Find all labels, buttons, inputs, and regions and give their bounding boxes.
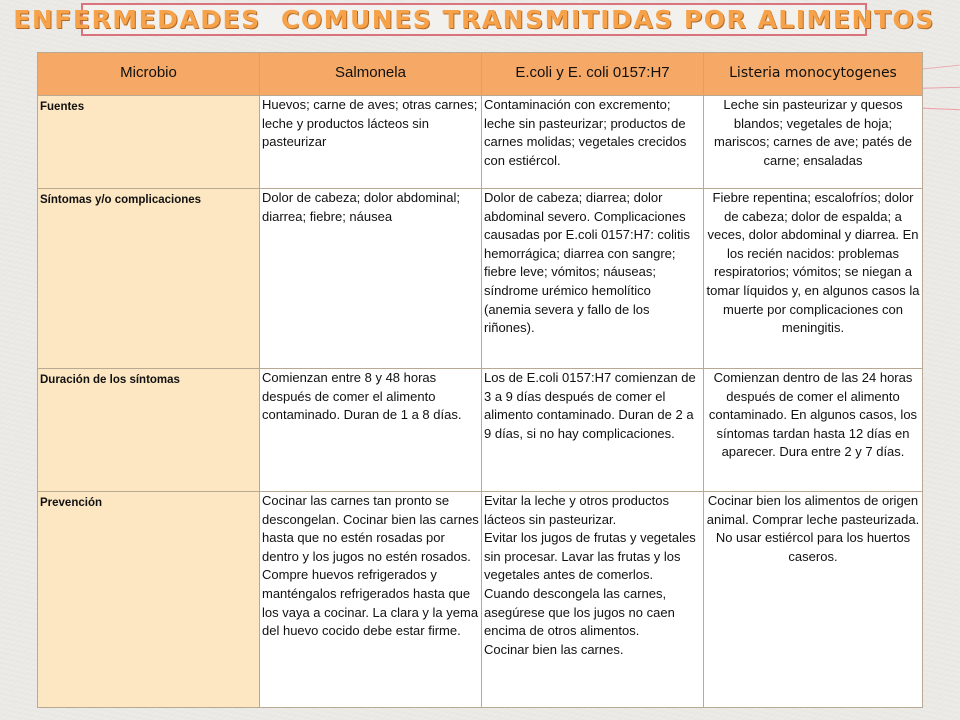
cell-salmonela: Huevos; carne de aves; otras carnes; leche y productos lácteos sin pasteurizar (260, 96, 482, 189)
cell-salmonela: Cocinar las carnes tan pronto se descongelan. Cocinar bien las carnes hasta que no estén rosadas por dentro y los jugos no estén rosados. Compre huevos refrigerados y manténgalos refrigerados hasta que los vaya a cocinar. La clara y la yema del huevo cocido debe estar firme. (260, 492, 482, 708)
cell-ecoli: Los de E.coli 0157:H7 comienzan de 3 a 9 días después de comer el alimento contaminado. Duran de 2 a 9 días, si no hay complicaciones. (482, 369, 704, 492)
cell-listeria: Fiebre repentina; escalofríos; dolor de cabeza; dolor de espalda; a veces, dolor abdominal y diarrea. En los recién nacidos: problemas respiratorios; vómitos; se niegan a tomar líquidos y, en algunos casos la muerte por complicaciones con meningitis. (704, 189, 923, 369)
header-microbio: Microbio (38, 53, 260, 96)
table-row (38, 96, 923, 189)
table-row (38, 492, 923, 708)
cell-listeria: Leche sin pasteurizar y quesos blandos; vegetales de hoja; mariscos; carnes de ave; patés de carne; ensaladas (704, 96, 923, 189)
table-row (38, 189, 923, 369)
header-ecoli: E.coli y E. coli 0157:H7 (482, 53, 704, 96)
row-label-prevencion: Prevención (38, 492, 260, 708)
row-label-sintomas: Síntomas y/o complicaciones (38, 189, 260, 369)
header-row (38, 53, 923, 96)
row-label-duracion: Duración de los síntomas (38, 369, 260, 492)
cell-salmonela: Comienzan entre 8 y 48 horas después de comer el alimento contaminado. Duran de 1 a 8 días. (260, 369, 482, 492)
slide-title: ENFERMEDADES COMUNES TRANSMITIDAS POR ALIMENTOS (13, 5, 935, 34)
cell-ecoli-text: Evitar la leche y otros productos lácteos sin pasteurizar. Evitar los jugos de frutas y vegetales sin procesar. Lavar las frutas y los vegetales antes de comerlos. Cuando descongela las carnes, asegúrese que los jugos no caen encima de otros alimentos. Cocinar bien las carnes. (484, 493, 696, 657)
cell-listeria: Comienzan dentro de las 24 horas después de comer el alimento contaminado. En algunos casos, los síntomas tardan hasta 12 días en aparecer. Dura entre 2 y 7 días. (704, 369, 923, 492)
table-row (38, 369, 923, 492)
header-listeria: Listeria monocytogenes (704, 53, 923, 96)
cell-listeria: Cocinar bien los alimentos de origen animal. Comprar leche pasteurizada. No usar estiércol para los huertos caseros. (704, 492, 923, 708)
title-box (13, 3, 935, 36)
row-label-fuentes: Fuentes (38, 96, 260, 189)
cell-ecoli: Dolor de cabeza; diarrea; dolor abdominal severo. Complicaciones causadas por E.coli 0157:H7: colitis hemorrágica; diarrea con sangre; fiebre leve; vómitos; náuseas; síndrome urémico hemolítico (anemia severa y fallo de los riñones). (482, 189, 704, 369)
header-salmonela: Salmonela (260, 53, 482, 96)
food-disease-table (37, 52, 923, 708)
cell-ecoli: Contaminación con excremento; leche sin pasteurizar; productos de carnes molidas; vegetales crecidos con estiércol. (482, 96, 704, 189)
cell-salmonela: Dolor de cabeza; dolor abdominal; diarrea; fiebre; náusea (260, 189, 482, 369)
cell-ecoli (482, 492, 704, 708)
